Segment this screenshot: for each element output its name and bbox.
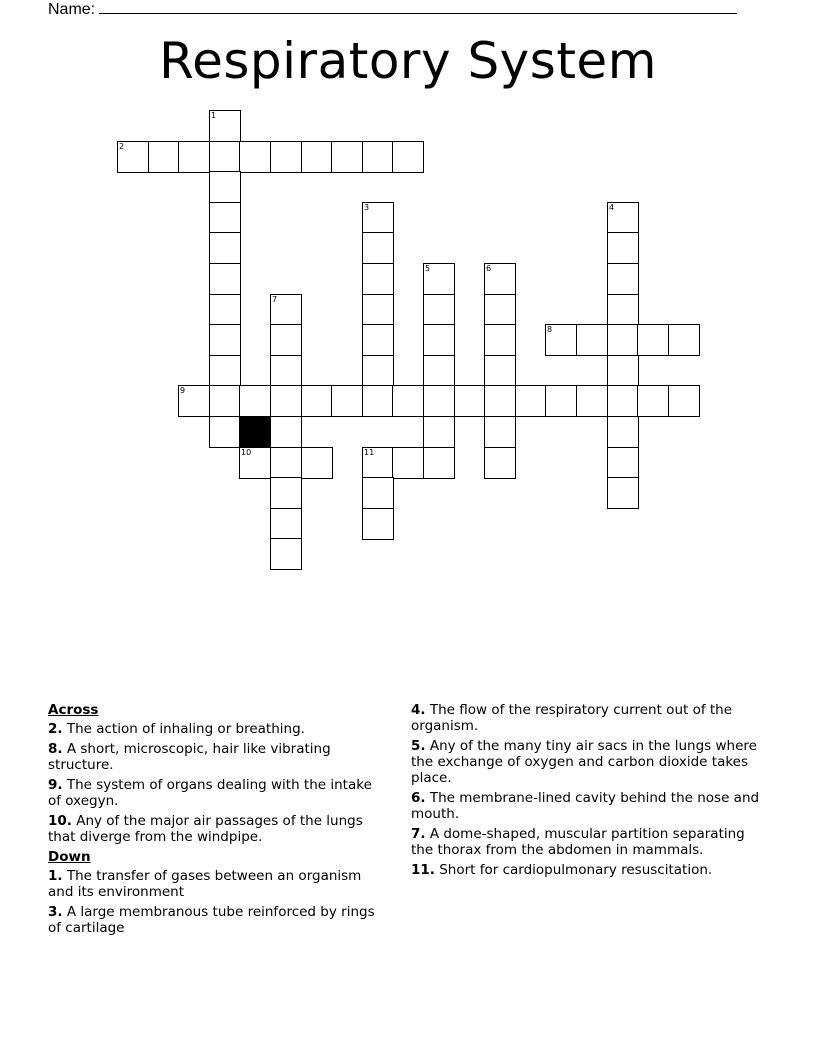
clue-across-8 (48, 741, 380, 773)
clue-across-2 (48, 721, 380, 737)
crossword-cell[interactable] (270, 385, 302, 417)
crossword-cell[interactable] (362, 385, 394, 417)
crossword-cell[interactable] (484, 447, 516, 479)
clue-down-5 (411, 738, 771, 786)
crossword-cell[interactable] (270, 538, 302, 570)
crossword-cell[interactable] (607, 324, 639, 356)
crossword-cell[interactable] (301, 141, 333, 173)
crossword-cell[interactable] (637, 324, 669, 356)
crossword-cell[interactable] (668, 324, 700, 356)
crossword-cell[interactable] (270, 141, 302, 173)
clue-across-9 (48, 777, 380, 809)
crossword-cell[interactable] (392, 385, 424, 417)
crossword-cell[interactable] (270, 355, 302, 387)
clue-text: Any of the major air passages of the lungs that diverge from the windpipe. (48, 813, 363, 845)
crossword-cell[interactable] (423, 447, 455, 479)
clue-number-label: 7 (272, 295, 278, 304)
clue-number-label: 11 (364, 448, 375, 457)
crossword-cell[interactable] (270, 416, 302, 448)
clue-number-label: 8 (547, 325, 553, 334)
crossword-cell[interactable] (362, 508, 394, 540)
crossword-cell[interactable] (545, 385, 577, 417)
clue-number-label: 4 (609, 203, 615, 212)
crossword-cell[interactable] (301, 385, 333, 417)
crossword-cell[interactable] (576, 324, 608, 356)
clue-number: 8. (48, 741, 63, 757)
crossword-cell[interactable] (270, 324, 302, 356)
crossword-cell[interactable] (209, 263, 241, 295)
crossword-cell[interactable] (392, 141, 424, 173)
crossword-cell[interactable] (178, 385, 210, 417)
clue-text: The flow of the respiratory current out of the organism. (411, 702, 733, 734)
crossword-cell[interactable] (668, 385, 700, 417)
crossword-cell[interactable] (209, 416, 241, 448)
clue-number: 9. (48, 777, 63, 793)
clue-number: 1. (48, 868, 63, 884)
clue-down-7 (411, 826, 771, 858)
crossword-cell[interactable] (362, 263, 394, 295)
crossword-cell[interactable] (576, 385, 608, 417)
clue-number: 11. (411, 862, 435, 878)
crossword-cell[interactable] (178, 141, 210, 173)
crossword-cell[interactable] (270, 508, 302, 540)
clues-column-left (48, 702, 380, 940)
crossword-cell[interactable] (637, 385, 669, 417)
crossword-cell[interactable] (545, 324, 577, 356)
clue-down-6 (411, 790, 771, 822)
crossword-cell[interactable] (484, 294, 516, 326)
crossword-cell[interactable] (209, 385, 241, 417)
clue-text: The transfer of gases between an organism and its environment (48, 868, 362, 900)
clue-text: The system of organs dealing with the intake of oxegyn. (48, 777, 372, 809)
name-label: Name: (48, 1, 96, 18)
crossword-cell[interactable] (607, 263, 639, 295)
crossword-cell[interactable] (423, 355, 455, 387)
clue-number-label: 2 (119, 142, 125, 151)
clue-number: 3. (48, 904, 63, 920)
crossword-cell[interactable] (362, 232, 394, 264)
clue-down-4 (411, 702, 771, 734)
clue-text: The action of inhaling or breathing. (66, 721, 305, 737)
crossword-black-cell (239, 416, 271, 448)
crossword-cell[interactable] (331, 141, 363, 173)
crossword-cell[interactable] (607, 416, 639, 448)
crossword-cell[interactable] (331, 385, 363, 417)
clue-text: Short for cardiopulmonary resuscitation. (439, 862, 713, 878)
page-title: Respiratory System (159, 32, 657, 90)
crossword-cell[interactable] (607, 355, 639, 387)
clue-down-3 (48, 904, 380, 936)
crossword-cell[interactable] (607, 202, 639, 234)
crossword-cell[interactable] (362, 324, 394, 356)
crossword-cell[interactable] (607, 232, 639, 264)
clue-text: The membrane-lined cavity behind the nose and mouth. (411, 790, 760, 822)
crossword-cell[interactable] (362, 477, 394, 509)
crossword-cell[interactable] (484, 416, 516, 448)
crossword-cell[interactable] (607, 385, 639, 417)
crossword-cell[interactable] (239, 447, 271, 479)
crossword-cell[interactable] (607, 447, 639, 479)
clue-text: A large membranous tube reinforced by rings of cartilage (48, 904, 375, 936)
crossword-cell[interactable] (209, 355, 241, 387)
crossword-cell[interactable] (301, 447, 333, 479)
down-heading: Down (48, 849, 91, 865)
crossword-cell[interactable] (484, 324, 516, 356)
clue-number-label: 6 (486, 264, 492, 273)
clue-number: 6. (411, 790, 426, 806)
crossword-cell[interactable] (209, 141, 241, 173)
crossword-cell[interactable] (392, 447, 424, 479)
crossword-cell[interactable] (362, 355, 394, 387)
clue-number-label: 3 (364, 203, 370, 212)
crossword-cell[interactable] (484, 385, 516, 417)
crossword-cell[interactable] (148, 141, 180, 173)
crossword-cell[interactable] (270, 477, 302, 509)
clue-number: 4. (411, 702, 426, 718)
clue-number-label: 1 (211, 111, 217, 120)
crossword-cell[interactable] (423, 416, 455, 448)
crossword-cell[interactable] (454, 385, 486, 417)
crossword-cell[interactable] (209, 110, 241, 142)
crossword-cell[interactable] (423, 294, 455, 326)
clues-column-right (411, 702, 771, 882)
clue-text: Any of the many tiny air sacs in the lungs where the exchange of oxygen and carbon dioxide takes place. (411, 738, 757, 786)
crossword-cell[interactable] (484, 263, 516, 295)
crossword-cell[interactable] (239, 141, 271, 173)
crossword-cell[interactable] (117, 141, 149, 173)
clue-number-label: 9 (180, 386, 186, 395)
clue-text: A short, microscopic, hair like vibrating structure. (48, 741, 331, 773)
crossword-cell[interactable] (362, 141, 394, 173)
crossword-cell[interactable] (209, 232, 241, 264)
clue-number: 5. (411, 738, 426, 754)
crossword-cell[interactable] (239, 385, 271, 417)
crossword-cell[interactable] (362, 447, 394, 479)
across-heading: Across (48, 702, 99, 718)
clue-across-10 (48, 813, 380, 845)
crossword-cell[interactable] (270, 294, 302, 326)
crossword-cell[interactable] (209, 294, 241, 326)
crossword-cell[interactable] (515, 385, 547, 417)
clue-number: 10. (48, 813, 72, 829)
crossword-cell[interactable] (423, 324, 455, 356)
crossword-cell[interactable] (270, 447, 302, 479)
crossword-cell[interactable] (607, 477, 639, 509)
crossword-cell[interactable] (362, 294, 394, 326)
crossword-cell[interactable] (362, 202, 394, 234)
crossword-cell[interactable] (607, 294, 639, 326)
crossword-cell[interactable] (209, 171, 241, 203)
crossword-cell[interactable] (209, 202, 241, 234)
clue-number-label: 5 (425, 264, 431, 273)
clue-number-label: 10 (241, 448, 252, 457)
clue-text: A dome-shaped, muscular partition separating the thorax from the abdomen in mammals. (411, 826, 745, 858)
crossword-cell[interactable] (423, 385, 455, 417)
clue-number: 7. (411, 826, 426, 842)
clue-number: 2. (48, 721, 63, 737)
crossword-cell[interactable] (484, 355, 516, 387)
crossword-cell[interactable] (209, 324, 241, 356)
crossword-cell[interactable] (423, 263, 455, 295)
clue-down-11 (411, 862, 771, 878)
clue-down-1 (48, 868, 380, 900)
